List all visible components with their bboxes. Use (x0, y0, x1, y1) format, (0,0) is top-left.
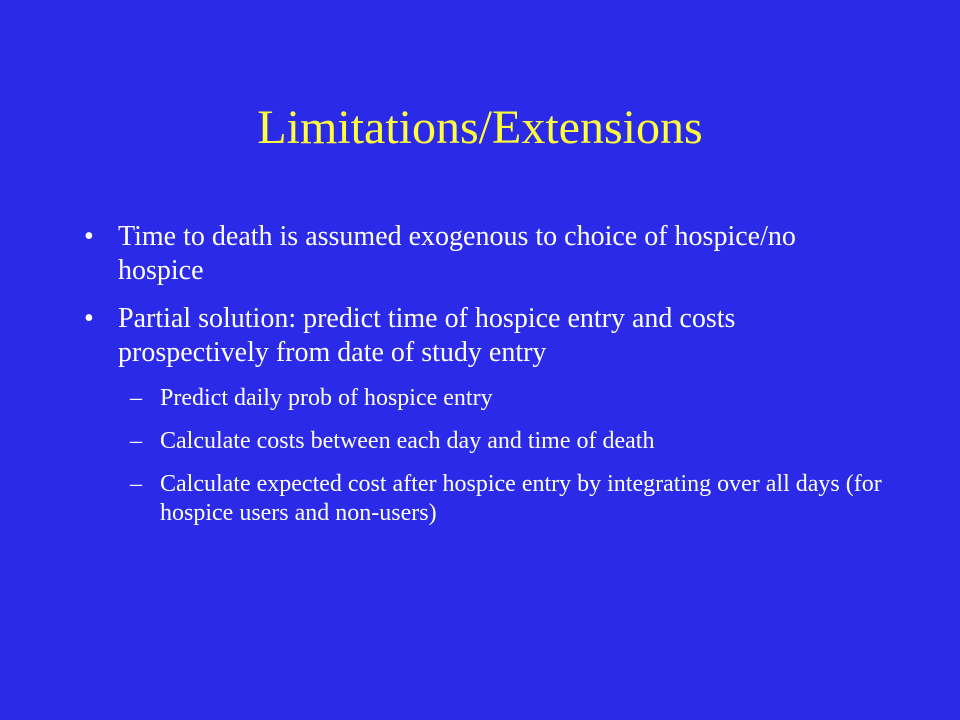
bullet-marker: • (84, 303, 94, 334)
slide-content (84, 220, 884, 542)
subbullet-marker: – (130, 471, 142, 497)
bullet-text: Partial solution: predict time of hospice entry and costs prospectively from date of study entry (118, 303, 736, 368)
subbullet-item (84, 470, 884, 528)
subbullet-text: Calculate expected cost after hospice entry by integrating over all days (for hospice users and non-users) (160, 471, 882, 526)
bullet-item (84, 302, 884, 370)
subbullet-text: Predict daily prob of hospice entry (160, 385, 493, 411)
subbullet-item (84, 384, 884, 413)
subbullet-item (84, 427, 884, 456)
subbullet-marker: – (130, 428, 142, 454)
subbullet-marker: – (130, 385, 142, 411)
bullet-item (84, 220, 884, 288)
bullet-text: Time to death is assumed exogenous to choice of hospice/no hospice (118, 221, 796, 286)
subbullet-text: Calculate costs between each day and time of death (160, 428, 655, 454)
bullet-marker: • (84, 221, 94, 252)
slide-title: Limitations/Extensions (257, 101, 703, 154)
